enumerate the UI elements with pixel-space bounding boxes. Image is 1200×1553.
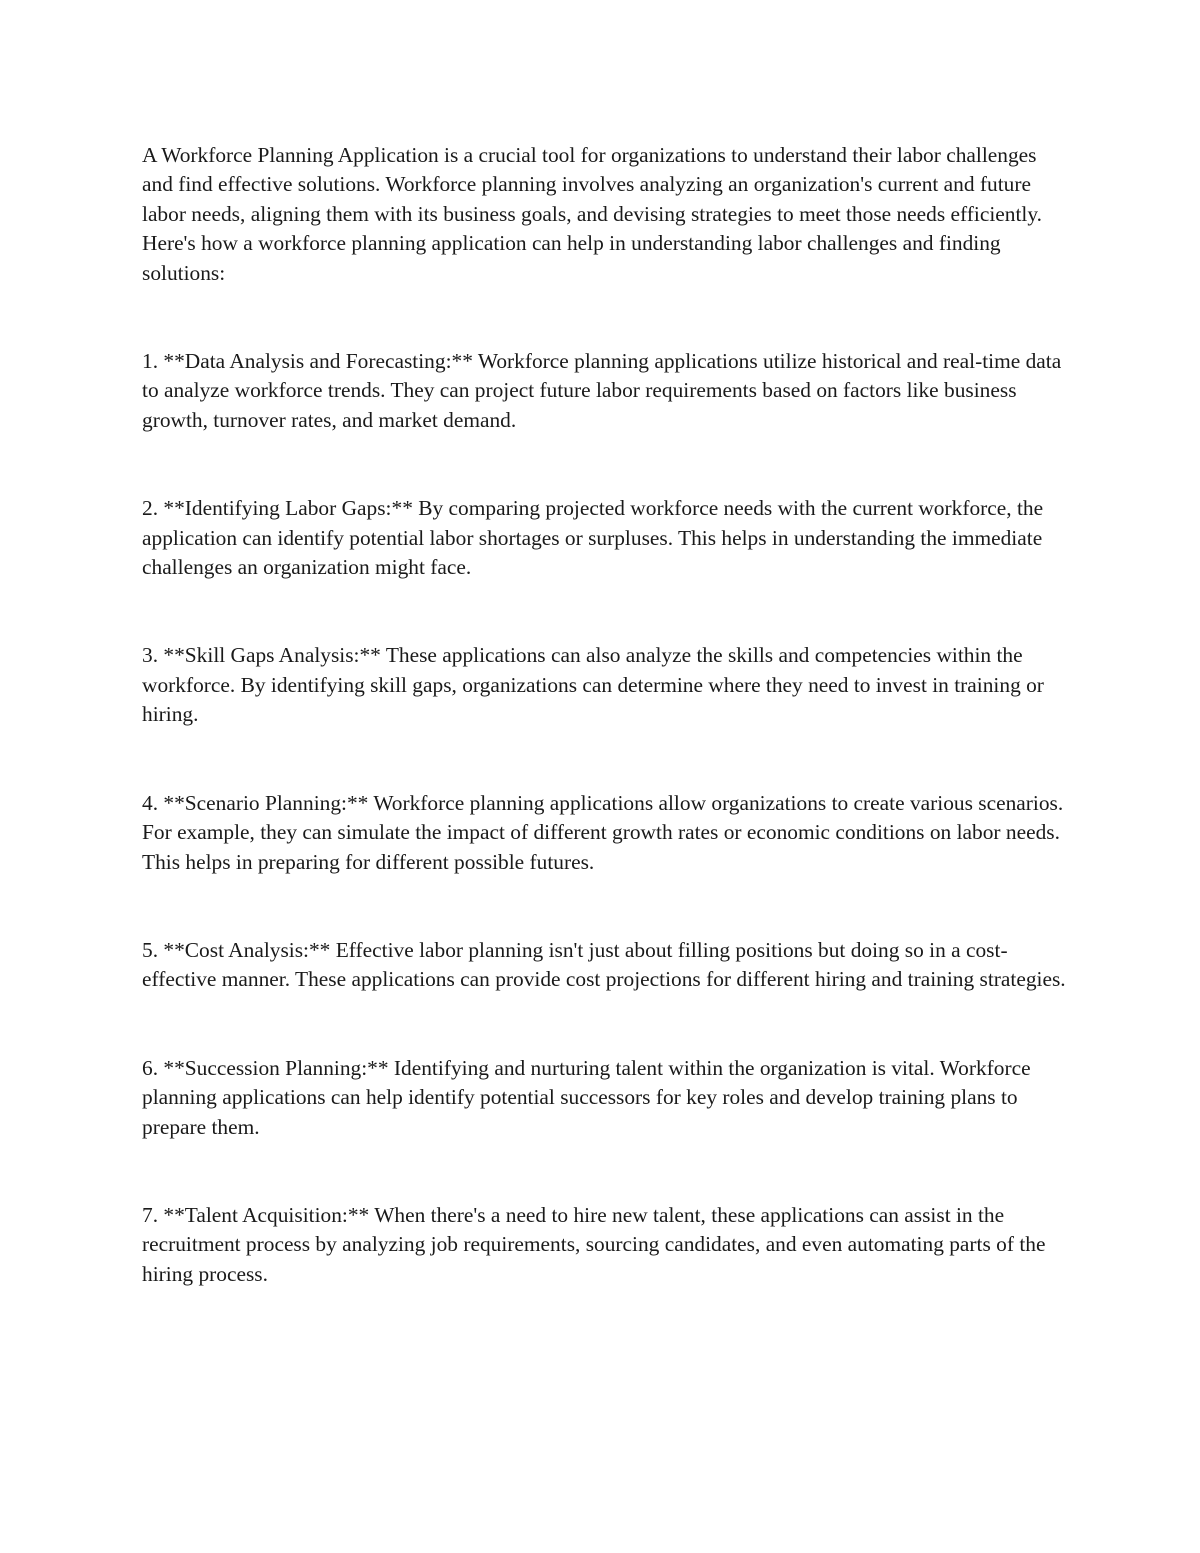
document-body (142, 141, 1072, 1289)
list-item-succession-planning: 6. **Succession Planning:** Identifying and nurturing talent within the organization is vital. Workforce planning applications can help identify potential successors for key roles and develop training plans to prepare them. (142, 1055, 1031, 1139)
list-item-labor-gaps: 2. **Identifying Labor Gaps:** By comparing projected workforce needs with the current workforce, the application can identify potential labor shortages or surpluses. This helps in understanding the immediate challenges an organization might face. (142, 496, 1044, 580)
list-item-talent-acquisition: 7. **Talent Acquisition:** When there's a need to hire new talent, these applications can assist in the recruitment process by analyzing job requirements, sourcing candidates, and even automating parts of the hiring process. (142, 1202, 1046, 1286)
list-item-scenario-planning: 4. **Scenario Planning:** Workforce planning applications allow organizations to create various scenarios. For example, they can simulate the impact of different growth rates or economic conditions on labor needs. This helps in preparing for different possible futures. (142, 790, 1064, 874)
list-item-cost-analysis: 5. **Cost Analysis:** Effective labor planning isn't just about filling positions but doing so in a cost-effective manner. These applications can provide cost projections for different hiring and training strategies. (142, 937, 1066, 992)
list-item-data-analysis: 1. **Data Analysis and Forecasting:** Workforce planning applications utilize historical and real-time data to analyze workforce trends. They can project future labor requirements based on factors like business growth, turnover rates, and market demand. (142, 349, 1062, 432)
intro-paragraph: A Workforce Planning Application is a crucial tool for organizations to understand their labor challenges and find effective solutions. Workforce planning involves analyzing an organization's current and future labor needs, aligning them with its business goals, and devising strategies to meet those needs efficiently. Here's how a workforce planning application can help in understanding labor challenges and finding solutions: (142, 143, 1043, 285)
list-item-skill-gaps: 3. **Skill Gaps Analysis:** These applications can also analyze the skills and competencies within the workforce. By identifying skill gaps, organizations can determine where they need to invest in training or hiring. (142, 643, 1044, 727)
